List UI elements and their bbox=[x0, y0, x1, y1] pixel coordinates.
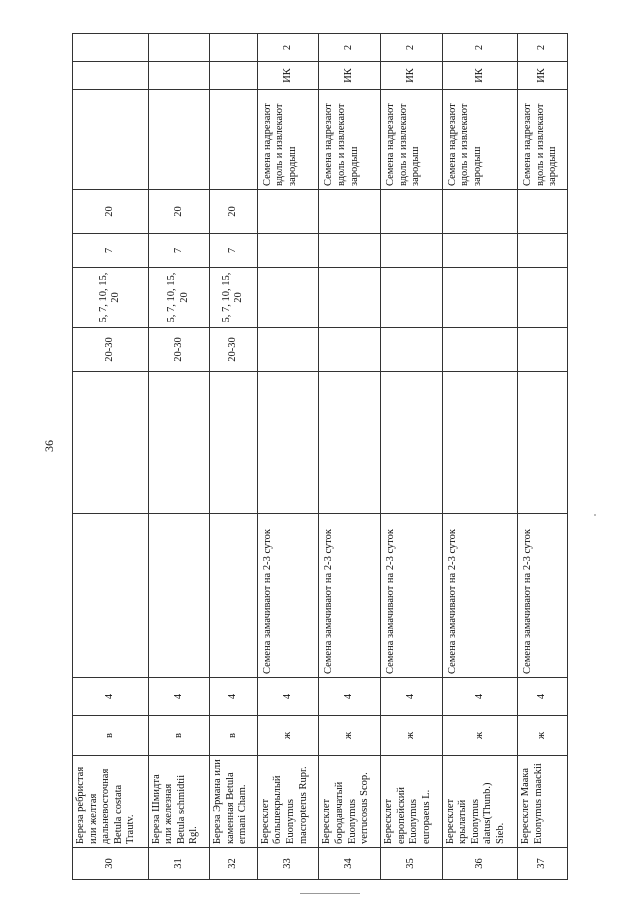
class-number: 4 bbox=[210, 678, 258, 716]
count-days bbox=[518, 268, 568, 328]
empty-cell bbox=[319, 372, 381, 514]
special-note bbox=[210, 90, 258, 190]
temperature-range: 20-30 bbox=[210, 328, 258, 372]
table-row bbox=[319, 34, 381, 880]
rotated-table-wrapper bbox=[72, 44, 568, 880]
fruit-type: ж bbox=[518, 716, 568, 756]
table-row bbox=[442, 34, 518, 880]
class-number: 4 bbox=[518, 678, 568, 716]
pre-treatment bbox=[148, 514, 210, 678]
sample-count: 2 bbox=[257, 34, 319, 62]
species-name: Береза Эрмана или каменная Betula ermani Cham. bbox=[210, 756, 258, 848]
sample-count: 2 bbox=[380, 34, 442, 62]
special-note: Семена надрезают вдоль и извлекают зародыш bbox=[380, 90, 442, 190]
fruit-type: в bbox=[73, 716, 149, 756]
fruit-type: в bbox=[210, 716, 258, 756]
species-name: Бересклет бородавчатый Euonymus verrucosus Scop. bbox=[319, 756, 381, 848]
pre-treatment: Семена замачивают на 2-3 суток bbox=[518, 514, 568, 678]
total-days bbox=[518, 190, 568, 234]
temperature-range bbox=[380, 328, 442, 372]
row-number: 30 bbox=[73, 848, 149, 880]
special-note: Семена надрезают вдоль и извлекают зародыш bbox=[518, 90, 568, 190]
total-days bbox=[319, 190, 381, 234]
class-number: 4 bbox=[257, 678, 319, 716]
special-note bbox=[148, 90, 210, 190]
count-days: 5, 7, 10, 15, 20 bbox=[210, 268, 258, 328]
first-count bbox=[380, 234, 442, 268]
class-number: 4 bbox=[73, 678, 149, 716]
class-number: 4 bbox=[148, 678, 210, 716]
sample-count bbox=[210, 34, 258, 62]
first-count bbox=[518, 234, 568, 268]
empty-cell bbox=[257, 372, 319, 514]
method-code: ИК bbox=[442, 62, 518, 90]
table-row bbox=[518, 34, 568, 880]
special-note: Семена надрезают вдоль и извлекают зародыш bbox=[319, 90, 381, 190]
empty-cell bbox=[442, 372, 518, 514]
pre-treatment: Семена замачивают на 2-3 суток bbox=[442, 514, 518, 678]
total-days: 20 bbox=[148, 190, 210, 234]
fruit-type: ж bbox=[442, 716, 518, 756]
row-number: 36 bbox=[442, 848, 518, 880]
first-count bbox=[257, 234, 319, 268]
table-row bbox=[257, 34, 319, 880]
row-number: 35 bbox=[380, 848, 442, 880]
sample-count bbox=[73, 34, 149, 62]
fruit-type: ж bbox=[380, 716, 442, 756]
scan-speck bbox=[594, 514, 596, 516]
method-code bbox=[73, 62, 149, 90]
table-row bbox=[73, 34, 149, 880]
empty-cell bbox=[73, 372, 149, 514]
temperature-range bbox=[518, 328, 568, 372]
first-count: 7 bbox=[210, 234, 258, 268]
sample-count: 2 bbox=[319, 34, 381, 62]
empty-cell bbox=[380, 372, 442, 514]
fruit-type: в bbox=[148, 716, 210, 756]
footer-rule bbox=[300, 893, 360, 894]
special-note: Семена надрезают вдоль и извлекают зародыш bbox=[442, 90, 518, 190]
temperature-range bbox=[257, 328, 319, 372]
total-days: 20 bbox=[210, 190, 258, 234]
first-count bbox=[319, 234, 381, 268]
temperature-range: 20-30 bbox=[148, 328, 210, 372]
temperature-range bbox=[319, 328, 381, 372]
page-number: 36 bbox=[42, 440, 56, 452]
species-name: Береза Шмидта или железная Betula schmidtii Rgl. bbox=[148, 756, 210, 848]
method-code: ИК bbox=[257, 62, 319, 90]
table-row bbox=[148, 34, 210, 880]
species-name: Бересклет большекрылый Euonymus macropterus Rupr. bbox=[257, 756, 319, 848]
class-number: 4 bbox=[319, 678, 381, 716]
species-name: Бересклет Маака Euonymus maackii bbox=[518, 756, 568, 848]
special-note: Семена надрезают вдоль и извлекают зародыш bbox=[257, 90, 319, 190]
count-days bbox=[380, 268, 442, 328]
method-code bbox=[148, 62, 210, 90]
pre-treatment: Семена замачивают на 2-3 суток bbox=[380, 514, 442, 678]
sample-count bbox=[148, 34, 210, 62]
method-code: ИК bbox=[380, 62, 442, 90]
species-name: Береза ребристая или желтая дальневосточная Betula costata Trautv. bbox=[73, 756, 149, 848]
total-days bbox=[380, 190, 442, 234]
class-number: 4 bbox=[380, 678, 442, 716]
pre-treatment: Семена замачивают на 2-3 суток bbox=[257, 514, 319, 678]
row-number: 33 bbox=[257, 848, 319, 880]
first-count bbox=[442, 234, 518, 268]
row-number: 31 bbox=[148, 848, 210, 880]
table-row bbox=[210, 34, 258, 880]
empty-cell bbox=[210, 372, 258, 514]
empty-cell bbox=[518, 372, 568, 514]
table-body bbox=[73, 34, 568, 880]
method-code: ИК bbox=[319, 62, 381, 90]
fruit-type: ж bbox=[319, 716, 381, 756]
total-days bbox=[257, 190, 319, 234]
first-count: 7 bbox=[73, 234, 149, 268]
count-days bbox=[257, 268, 319, 328]
count-days bbox=[442, 268, 518, 328]
pre-treatment: Семена замачивают на 2-3 суток bbox=[319, 514, 381, 678]
sample-count: 2 bbox=[518, 34, 568, 62]
sample-count: 2 bbox=[442, 34, 518, 62]
total-days bbox=[442, 190, 518, 234]
empty-cell bbox=[148, 372, 210, 514]
special-note bbox=[73, 90, 149, 190]
pre-treatment bbox=[73, 514, 149, 678]
pre-treatment bbox=[210, 514, 258, 678]
count-days: 5, 7, 10, 15, 20 bbox=[73, 268, 149, 328]
species-name: Бересклет европейский Euonymus europaeus L. bbox=[380, 756, 442, 848]
class-number: 4 bbox=[442, 678, 518, 716]
temperature-range bbox=[442, 328, 518, 372]
total-days: 20 bbox=[73, 190, 149, 234]
fruit-type: ж bbox=[257, 716, 319, 756]
count-days: 5, 7, 10, 15, 20 bbox=[148, 268, 210, 328]
row-number: 37 bbox=[518, 848, 568, 880]
count-days bbox=[319, 268, 381, 328]
first-count: 7 bbox=[148, 234, 210, 268]
row-number: 32 bbox=[210, 848, 258, 880]
row-number: 34 bbox=[319, 848, 381, 880]
table-row bbox=[380, 34, 442, 880]
temperature-range: 20-30 bbox=[73, 328, 149, 372]
method-code bbox=[210, 62, 258, 90]
seed-table bbox=[72, 33, 568, 880]
species-name: Бересклет крылатый Euonymus alatus(Thunb.) Sieb. bbox=[442, 756, 518, 848]
method-code: ИК bbox=[518, 62, 568, 90]
